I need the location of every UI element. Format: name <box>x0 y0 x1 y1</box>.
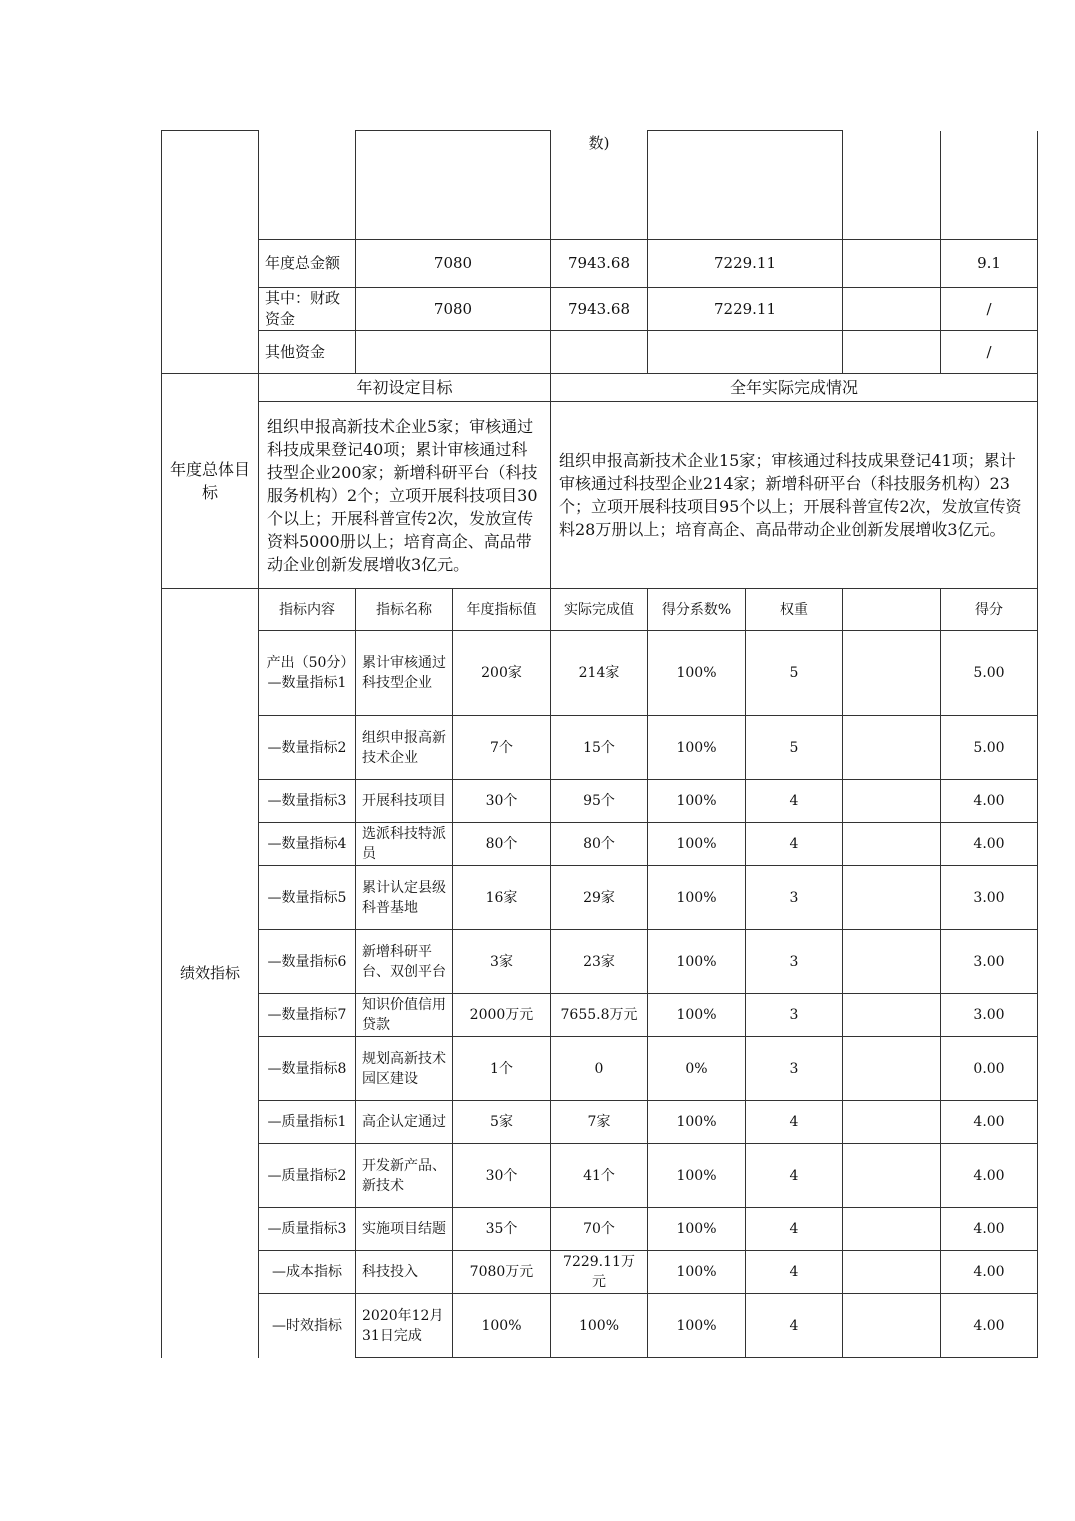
score: 4.00 <box>941 1251 1038 1294</box>
score: 4.00 <box>941 780 1038 823</box>
indicator-name: 知识价值信用贷款 <box>356 994 453 1037</box>
score-coefficient: 100% <box>648 1251 746 1294</box>
score: 5.00 <box>941 631 1038 716</box>
annual-target: 35个 <box>453 1208 551 1251</box>
score-coefficient: 100% <box>648 823 746 866</box>
goals-actual-header: 全年实际完成情况 <box>551 374 1038 402</box>
annual-target: 3家 <box>453 930 551 994</box>
actual-value: 41个 <box>551 1144 648 1208</box>
blank-cell <box>843 1294 941 1358</box>
indicator-name: 开发新产品、新技术 <box>356 1144 453 1208</box>
score: 3.00 <box>941 994 1038 1037</box>
budget-value <box>843 240 941 288</box>
score-coefficient: 100% <box>648 994 746 1037</box>
indicator-name: 规划高新技术园区建设 <box>356 1037 453 1101</box>
actual-value: 70个 <box>551 1208 648 1251</box>
score: 5.00 <box>941 716 1038 780</box>
table-row <box>162 823 1038 866</box>
indicator-content: —数量指标6 <box>259 930 356 994</box>
annual-target: 16家 <box>453 866 551 930</box>
weight: 5 <box>746 716 843 780</box>
weight: 3 <box>746 1037 843 1101</box>
score-coefficient: 100% <box>648 1101 746 1144</box>
weight: 3 <box>746 866 843 930</box>
weight: 5 <box>746 631 843 716</box>
score-coefficient: 100% <box>648 1294 746 1358</box>
blank-cell <box>843 994 941 1037</box>
budget-value: 7080 <box>356 288 551 331</box>
actual-value: 23家 <box>551 930 648 994</box>
blank-cell <box>843 1037 941 1101</box>
budget-cont-blank-4 <box>843 131 941 240</box>
score: 4.00 <box>941 1101 1038 1144</box>
budget-cont-blank-2 <box>356 131 551 240</box>
blank-cell <box>843 930 941 994</box>
budget-value <box>551 331 648 374</box>
performance-header-row <box>162 589 1038 631</box>
weight: 4 <box>746 1251 843 1294</box>
table-row <box>162 866 1038 930</box>
budget-row-fiscal <box>162 288 1038 331</box>
blank-cell <box>843 1144 941 1208</box>
header-annual-target: 年度指标值 <box>453 589 551 631</box>
goals-actual-text: 组织申报高新技术企业15家；审核通过科技成果登记41项；累计审核通过科技型企业214家；新增科研平台（科技服务机构）23个；立项开展科技项目95个以上；开展科普宣传2次，发放宣传资料28万册以上；培育高企、高品带动企业创新发展增收3亿元。 <box>551 402 1038 589</box>
budget-value: / <box>941 331 1038 374</box>
score: 4.00 <box>941 1294 1038 1358</box>
weight: 4 <box>746 1294 843 1358</box>
annual-target: 1个 <box>453 1037 551 1101</box>
score-coefficient: 100% <box>648 930 746 994</box>
table-row <box>162 1144 1038 1208</box>
budget-cont-blank-1 <box>259 131 356 240</box>
table-row <box>162 930 1038 994</box>
performance-evaluation-table <box>161 130 1038 1358</box>
table-row <box>162 994 1038 1037</box>
score: 3.00 <box>941 930 1038 994</box>
header-score: 得分 <box>941 589 1038 631</box>
header-actual-value: 实际完成值 <box>551 589 648 631</box>
weight: 3 <box>746 994 843 1037</box>
indicator-name: 2020年12月31日完成 <box>356 1294 453 1358</box>
budget-value <box>843 331 941 374</box>
header-indicator-name: 指标名称 <box>356 589 453 631</box>
actual-value: 80个 <box>551 823 648 866</box>
indicator-content: —数量指标4 <box>259 823 356 866</box>
blank-cell <box>843 823 941 866</box>
blank-cell <box>843 716 941 780</box>
budget-value: 7943.68 <box>551 240 648 288</box>
blank-cell <box>843 866 941 930</box>
table-row <box>162 631 1038 716</box>
weight: 4 <box>746 823 843 866</box>
budget-value: 7229.11 <box>648 240 843 288</box>
header-indicator-content: 指标内容 <box>259 589 356 631</box>
indicator-name: 开展科技项目 <box>356 780 453 823</box>
indicator-name: 科技投入 <box>356 1251 453 1294</box>
score-coefficient: 100% <box>648 780 746 823</box>
score: 4.00 <box>941 823 1038 866</box>
indicator-content: —数量指标3 <box>259 780 356 823</box>
table-row <box>162 780 1038 823</box>
budget-cont-text: 数) <box>551 131 648 240</box>
score-coefficient: 100% <box>648 1144 746 1208</box>
table-row <box>162 1251 1038 1294</box>
blank-cell <box>843 1208 941 1251</box>
budget-value: 7943.68 <box>551 288 648 331</box>
indicator-name: 新增科研平台、双创平台 <box>356 930 453 994</box>
blank-cell <box>843 631 941 716</box>
indicator-content: —质量指标2 <box>259 1144 356 1208</box>
indicator-name: 组织申报高新技术企业 <box>356 716 453 780</box>
blank-cell <box>843 1251 941 1294</box>
weight: 4 <box>746 780 843 823</box>
budget-row-label: 其他资金 <box>259 331 356 374</box>
indicator-content: —质量指标3 <box>259 1208 356 1251</box>
actual-value: 100% <box>551 1294 648 1358</box>
blank-cell <box>843 780 941 823</box>
indicator-content: 产出（50分）—数量指标1 <box>259 631 356 716</box>
weight: 4 <box>746 1101 843 1144</box>
table-row <box>162 1208 1038 1251</box>
weight: 4 <box>746 1144 843 1208</box>
score: 3.00 <box>941 866 1038 930</box>
annual-target: 2000万元 <box>453 994 551 1037</box>
actual-value: 15个 <box>551 716 648 780</box>
annual-target: 200家 <box>453 631 551 716</box>
annual-target: 7个 <box>453 716 551 780</box>
indicator-name: 实施项目结题 <box>356 1208 453 1251</box>
indicator-content: —数量指标8 <box>259 1037 356 1101</box>
budget-value: 9.1 <box>941 240 1038 288</box>
performance-section-label: 绩效指标 <box>162 589 259 1358</box>
budget-value <box>356 331 551 374</box>
score-coefficient: 0% <box>648 1037 746 1101</box>
header-score-coefficient: 得分系数% <box>648 589 746 631</box>
table-row <box>162 1101 1038 1144</box>
budget-value <box>843 288 941 331</box>
score-coefficient: 100% <box>648 716 746 780</box>
score: 4.00 <box>941 1144 1038 1208</box>
indicator-content: —数量指标5 <box>259 866 356 930</box>
goals-target-header: 年初设定目标 <box>259 374 551 402</box>
budget-value: 7080 <box>356 240 551 288</box>
header-weight: 权重 <box>746 589 843 631</box>
actual-value: 7229.11万元 <box>551 1251 648 1294</box>
score-coefficient: 100% <box>648 631 746 716</box>
budget-value: / <box>941 288 1038 331</box>
indicator-content: —成本指标 <box>259 1251 356 1294</box>
indicator-name: 选派科技特派员 <box>356 823 453 866</box>
table-row <box>162 716 1038 780</box>
actual-value: 0 <box>551 1037 648 1101</box>
annual-target: 100% <box>453 1294 551 1358</box>
goals-section-label: 年度总体目标 <box>162 374 259 589</box>
table-row <box>162 1294 1038 1358</box>
score: 0.00 <box>941 1037 1038 1101</box>
annual-target: 30个 <box>453 780 551 823</box>
annual-target: 80个 <box>453 823 551 866</box>
budget-section-label-cell <box>162 131 259 374</box>
blank-cell <box>843 1101 941 1144</box>
budget-cont-blank-3 <box>648 131 843 240</box>
goals-target-text: 组织申报高新技术企业5家；审核通过科技成果登记40项；累计审核通过科技型企业200家；新增科研平台（科技服务机构）2个；立项开展科技项目30个以上；开展科普宣传2次，发放宣传资料5000册以上；培育高企、高品带动企业创新发展增收3亿元。 <box>259 402 551 589</box>
table-row <box>162 1037 1038 1101</box>
actual-value: 7家 <box>551 1101 648 1144</box>
budget-cont-blank-5 <box>941 131 1038 240</box>
budget-value <box>648 331 843 374</box>
indicator-name: 累计认定县级科普基地 <box>356 866 453 930</box>
budget-row-other <box>162 331 1038 374</box>
actual-value: 7655.8万元 <box>551 994 648 1037</box>
annual-target: 7080万元 <box>453 1251 551 1294</box>
score-coefficient: 100% <box>648 866 746 930</box>
weight: 4 <box>746 1208 843 1251</box>
budget-row-total <box>162 240 1038 288</box>
indicator-content: —数量指标7 <box>259 994 356 1037</box>
indicator-name: 累计审核通过科技型企业 <box>356 631 453 716</box>
header-blank <box>843 589 941 631</box>
actual-value: 29家 <box>551 866 648 930</box>
actual-value: 214家 <box>551 631 648 716</box>
score-coefficient: 100% <box>648 1208 746 1251</box>
budget-row-label: 年度总金额 <box>259 240 356 288</box>
annual-target: 5家 <box>453 1101 551 1144</box>
budget-value: 7229.11 <box>648 288 843 331</box>
annual-target: 30个 <box>453 1144 551 1208</box>
score: 4.00 <box>941 1208 1038 1251</box>
indicator-content: —质量指标1 <box>259 1101 356 1144</box>
indicator-content: —数量指标2 <box>259 716 356 780</box>
indicator-content: —时效指标 <box>259 1294 356 1358</box>
actual-value: 95个 <box>551 780 648 823</box>
indicator-name: 高企认定通过 <box>356 1101 453 1144</box>
weight: 3 <box>746 930 843 994</box>
budget-row-label: 其中：财政资金 <box>259 288 356 331</box>
